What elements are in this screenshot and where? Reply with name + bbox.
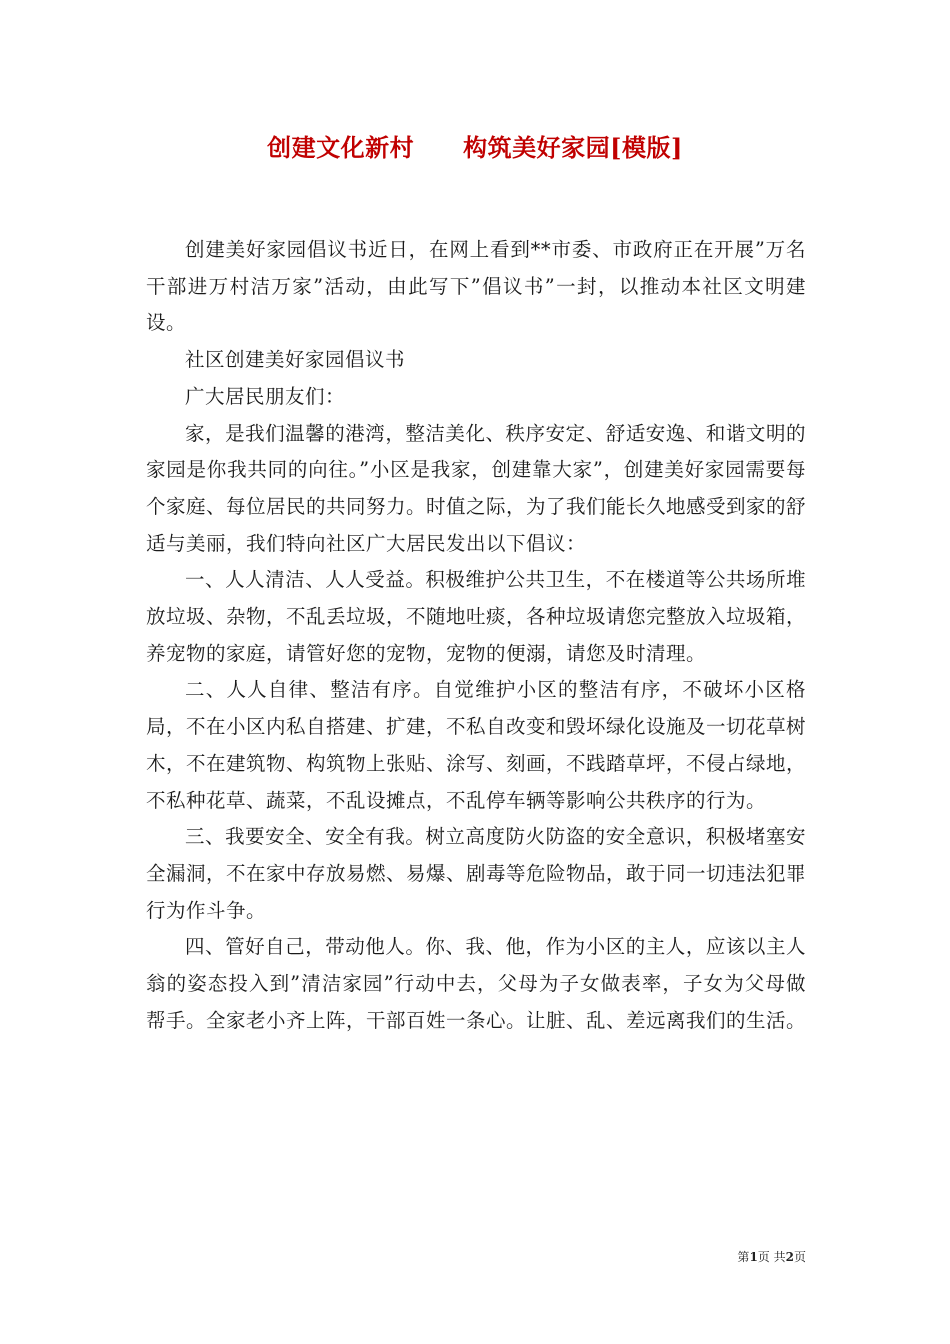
footer-prefix: 第: [737, 1250, 750, 1264]
footer-suffix: 页: [793, 1250, 806, 1264]
paragraph-item-2: 二、人人自律、整洁有序。自觉维护小区的整洁有序，不破坏小区格局，不在小区内私自搭建、扩建，不私自改变和毁坏绿化设施及一切花草树木，不在建筑物、构筑物上张贴、涂写、刻画，不践踏草坪，不侵占绿地，不私种花草、蔬菜，不乱设摊点，不乱停车辆等影响公共秩序的行为。: [146, 678, 807, 812]
paragraph-salutation: 广大居民朋友们：: [185, 384, 346, 408]
page-footer: [737, 1249, 806, 1265]
document-body: [146, 232, 806, 1039]
document-title: 创建文化新村 构筑美好家园[模版]: [267, 133, 683, 162]
paragraph-subtitle: 社区创建美好家园倡议书: [185, 348, 406, 372]
paragraph-intro: 创建美好家园倡议书近日，在网上看到**市委、市政府正在开展”万名干部进万村洁万家”活动，由此写下”倡议书”一封，以推动本社区文明建设。: [146, 238, 806, 335]
footer-current-page: 1: [749, 1250, 758, 1264]
paragraph-item-4: 四、管好自己，带动他人。你、我、他，作为小区的主人，应该以主人翁的姿态投入到”清洁家园”行动中去，父母为子女做表率，子女为父母做帮手。全家老小齐上阵，干部百姓一条心。让脏、乱、差远离我们的生活。: [146, 935, 807, 1032]
paragraph-item-3: 三、我要安全、安全有我。树立高度防火防盗的安全意识，积极堵塞安全漏洞，不在家中存放易燃、易爆、剧毒等危险物品，敢于同一切违法犯罪行为作斗争。: [146, 825, 807, 922]
footer-total-pages: 2: [785, 1250, 794, 1264]
footer-middle: 页 共: [757, 1250, 786, 1264]
paragraph-preamble: 家，是我们温馨的港湾，整洁美化、秩序安定、舒适安逸、和谐文明的家园是你我共同的向往。”小区是我家，创建靠大家”，创建美好家园需要每个家庭、每位居民的共同努力。时值之际，为了我们能长久地感受到家的舒适与美丽，我们特向社区广大居民发出以下倡议：: [146, 421, 807, 555]
paragraph-item-1: 一、人人清洁、人人受益。积极维护公共卫生，不在楼道等公共场所堆放垃圾、杂物，不乱丢垃圾，不随地吐痰，各种垃圾请您完整放入垃圾箱，养宠物的家庭，请管好您的宠物，宠物的便溺，请您及时清理。: [146, 568, 807, 665]
